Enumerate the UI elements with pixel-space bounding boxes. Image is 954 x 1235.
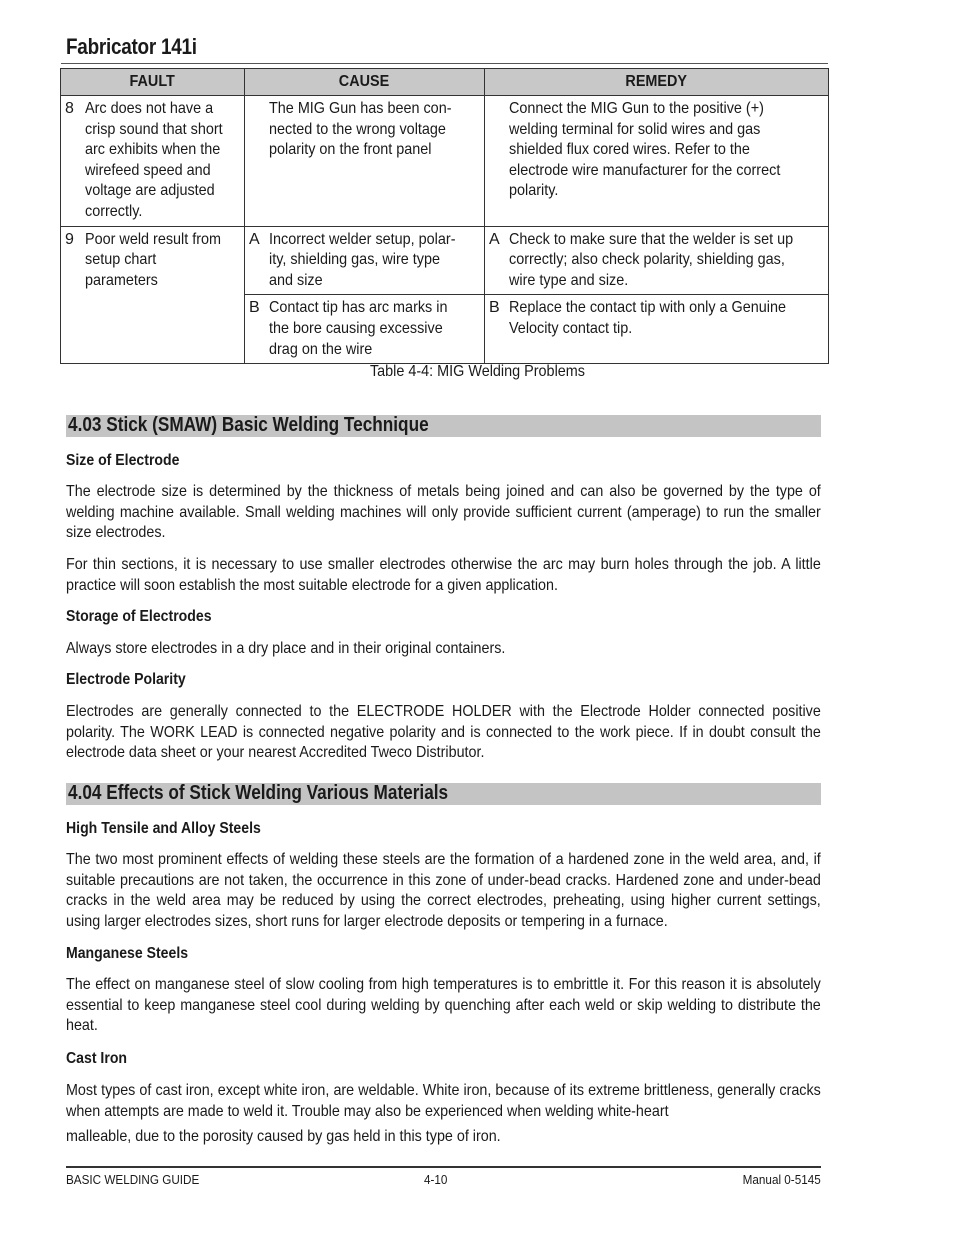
footer-divider (66, 1166, 821, 1168)
remedy-text: Check to make sure that the welder is set up correctly; also check polarity, shielding gas, wire type and size. (509, 230, 794, 289)
fault-cell (61, 96, 245, 227)
remedy-cell (485, 96, 829, 227)
column-header-cause: CAUSE (245, 69, 485, 96)
column-header-fault: FAULT (61, 69, 245, 96)
paragraph: The effect on manganese steel of slow cooling from high temperatures is to embrittle it. For this reason it is absolutely essential to keep manganese steel cool during welding by quenching after each weld or skip welding to distribute the heat. (66, 976, 821, 1035)
fault-number: 8 (65, 100, 74, 117)
subsection-title: High Tensile and Alloy Steels (66, 820, 261, 837)
section-heading-bar (66, 415, 821, 437)
paragraph: Electrodes are generally connected to the ELECTRODE HOLDER with the Electrode Holder connected positive polarity. The WORK LEAD is connected negative polarity and is connected to the work piece. If in doubt consult the electrode data sheet or your nearest Accredited Tweco Distributor. (66, 703, 821, 762)
section-heading: 4.03 Stick (SMAW) Basic Welding Technique (68, 414, 429, 436)
cause-text: Incorrect welder setup, polar- ity, shielding gas, wire type and size (269, 230, 456, 289)
subsection-title: Manganese Steels (66, 945, 189, 962)
cause-text: The MIG Gun has been con- nected to the wrong voltage polarity on the front panel (269, 100, 452, 159)
fault-cell (61, 226, 245, 364)
paragraph: Always store electrodes in a dry place and in their original containers. (66, 640, 506, 657)
page-number: 4-10 (424, 1172, 448, 1187)
paragraph: malleable, due to the porosity caused by gas held in this type of iron. (66, 1128, 501, 1145)
footer-guide-name: BASIC WELDING GUIDE (66, 1172, 200, 1187)
paragraph: Most types of cast iron, except white iron, are weldable. White iron, because of its extreme brittleness, generally cracks when attempts are made to weld it. Trouble may also be experienced when welding white-heart (66, 1082, 821, 1120)
paragraph: The two most prominent effects of welding these steels are the formation of a hardened zone in the weld area, and, if suitable precautions are not taken, the occurrence in this zone of under-bead cracks. Hardened zone and under-bead cracks in the weld area may be reduced by using the correct electrodes, preheating, using higher current settings, using larger electrodes sizes, short runs for larger electrode deposits or tempering in a furnace. (66, 851, 821, 930)
paragraph: For thin sections, it is necessary to use smaller electrodes otherwise the arc may burn holes through the job. A little practice will soon establish the most suitable electrode for a given application. (66, 556, 821, 594)
table-caption: Table 4-4: MIG Welding Problems (369, 363, 585, 380)
cause-mark: B (249, 299, 260, 317)
cause-text: Contact tip has arc marks in the bore causing excessive drag on the wire (269, 299, 448, 358)
section-heading-bar (66, 783, 821, 805)
fault-text: Arc does not have a crisp sound that short arc exhibits when the wirefeed speed and voltage are adjusted correctly. (85, 100, 223, 220)
remedy-mark (489, 99, 509, 202)
section-heading: 4.04 Effects of Stick Welding Various Materials (68, 782, 449, 804)
remedy-mark: B (489, 299, 500, 317)
title-divider (61, 63, 828, 64)
subsection-title: Size of Electrode (66, 452, 180, 469)
cause-cell (245, 295, 485, 364)
page-title: Fabricator 141i (66, 34, 197, 59)
paragraph: The electrode size is determined by the thickness of metals being joined and can also be governed by the type of welding machine available. Small welding machines will only provide sufficient current (amperage) to run the smaller size electrodes. (66, 483, 821, 542)
manual-number: Manual 0-5145 (742, 1172, 821, 1187)
fault-number: 9 (65, 230, 74, 248)
fault-text: Poor weld result from setup chart parameters (85, 230, 222, 289)
subsection-title: Cast Iron (66, 1050, 128, 1067)
table-row (61, 226, 829, 295)
remedy-text: Connect the MIG Gun to the positive (+) welding terminal for solid wires and gas shielded flux cored wires. Refer to the electrode wire manufacturer for the correct polarity. (509, 100, 781, 200)
remedy-cell (485, 226, 829, 295)
subsection-title: Electrode Polarity (66, 671, 186, 688)
remedy-cell (485, 295, 829, 364)
table-row (61, 96, 829, 227)
mig-problems-table (60, 68, 829, 364)
remedy-mark: A (489, 230, 500, 248)
cause-cell (245, 96, 485, 227)
column-header-remedy: REMEDY (485, 69, 829, 96)
cause-mark (249, 99, 269, 161)
cause-mark: A (249, 230, 260, 248)
cause-cell (245, 226, 485, 295)
table-header-row (61, 69, 829, 96)
remedy-text: Replace the contact tip with only a Genuine Velocity contact tip. (509, 299, 786, 337)
subsection-title: Storage of Electrodes (66, 608, 212, 625)
